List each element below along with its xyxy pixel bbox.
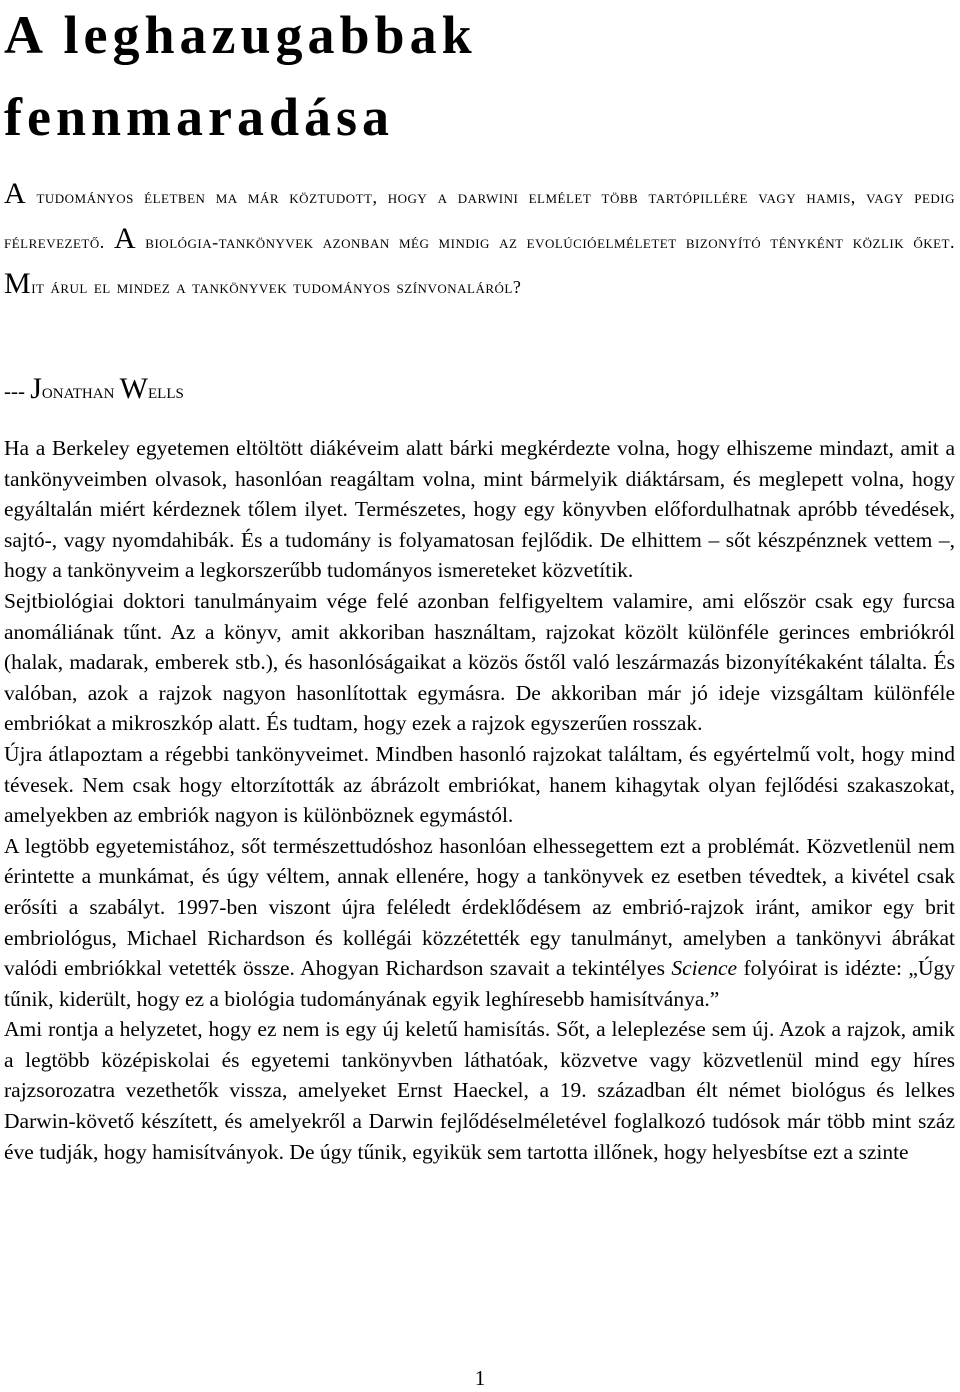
- article-title-line-1: A leghazugabbak: [4, 5, 477, 65]
- article-body: [4, 433, 955, 1167]
- article-title: [4, 0, 944, 158]
- page-number: 1: [474, 1366, 486, 1390]
- journal-name: Science: [671, 956, 738, 981]
- body-paragraph-2: Sejtbiológiai doktori tanulmányaim vége felé azonban felfigyeltem valamire, ami először csak egy furcsa anomáliának tűnt. Az a könyv, amit akkoriban használtam, rajzokat közölt különféle gerinces embriókról (halak, madarak, emberek stb.), és hasonlóságaikat a közös őstől való leszármazás bizonyítékaként tálalta. És valóban, azok a rajzok nagyon hasonlítottak egymásra. De akkoriban már jó ideje vizsgáltam különféle embriókat a mikroszkóp alatt. És tudtam, hogy ezek a rajzok egyszerűen rosszak.: [4, 588, 955, 736]
- author-dashes: ---: [4, 379, 31, 403]
- body-paragraph-3: Újra átlapoztam a régebbi tankönyveimet. Mindben hasonló rajzokat találtam, és egyértelmű volt, hogy mind tévesek. Nem csak hogy eltorzították az ábrázolt embriókat, hanem kihagytak olyan fejlődési szakaszokat, amelyekben az embriók nagyon is különböznek egymástól.: [4, 741, 955, 828]
- body-paragraph-5: Ami rontja a helyzetet, hogy ez nem is egy új keletű hamisítás. Sőt, a leleplezése sem új. Azok a rajzok, amik a legtöbb középiskolai és egyetemi tankönyvben láthatóak, közvetve vagy közvetlenül mind egy híres rajzsorozatra vezethetők vissza, amelyeket Ernst Haeckel, a 19. században élt német biológus és lelkes Darwin-követő készített, és amelyekről a Darwin fejlődéselméletével foglalkozó tudósok már több mint száz éve tudják, hogy hamisítványok. De úgy tűnik, egyikük sem tartotta illőnek, hogy helyesbítse ezt a szinte: [4, 1017, 955, 1164]
- lead-sentence-3: it árul el mindez a tankönyvek tudományos színvonaláról?: [31, 277, 522, 297]
- author-last-name: ells: [148, 379, 184, 403]
- body-paragraph-4-part-a: A legtöbb egyetemistához, sőt természettudóshoz hasonlóan elhessegettem ezt a problémát. Közvetlenül nem érintette a munkámat, és úgy véltem, annak ellenére, hogy a tankönyvek ez esetben tévedtek, a kivétel csak erősíti a szabályt. 1997-ben viszont újra feléledt érdeklődésem az embrió-rajzok iránt, amikor egy brit embriológus, Michael Richardson és kollégái közzétették egy tanulmányt, amelyben a tankönyvi ábrákat valódi embriókkal vetették össze. Ahogyan Richardson szavait a tekintélyes: [4, 833, 955, 981]
- author-first-initial: J: [30, 372, 42, 405]
- article-title-line-2: fennmaradása: [4, 87, 395, 147]
- author-last-initial: W: [119, 372, 148, 405]
- author-first-name: onathan: [41, 379, 120, 403]
- lead-sentence-2: biológia-tankönyvek azonban még mindig az evolúcióelméletet bizonyító tényként közlik őket.: [136, 232, 955, 252]
- lead-sentence-1: tudományos életben ma már köztudott, hogy a darwini elmélet több tartópillére vagy hamis, vagy pedig félrevezető.: [4, 187, 955, 252]
- body-paragraph-4-part-b: folyóirat is idézte: „Úgy tűnik, kiderült, hogy ez a biológia tudományának egyik leghíresebb hamisítványa.”: [4, 956, 955, 1011]
- lead-initial-2: A: [113, 222, 137, 255]
- lead-initial-1: A: [4, 177, 27, 210]
- lead-paragraph: [4, 173, 955, 308]
- body-paragraph-4: [4, 831, 955, 1015]
- body-paragraph-1: Ha a Berkeley egyetemen eltöltött diákéveim alatt bárki megkérdezte volna, hogy elhiszeme mindazt, amit a tankönyveimben olvasok, hasonlóan reagáltam volna, mint bármelyik diáktársam, és meglepett volna, hogy egyáltalán miért kérdeznek tőlem ilyet. Természetes, hogy egy könyvben előfordulhatnak apróbb tévedések, sajtó-, vagy nyomdahibák. És a tudomány is folyamatosan fejlődik. De elhittem – sőt készpénznek vettem –, hogy a tankönyveim a legkorszerűbb tudományos ismereteket közvetítik.: [4, 436, 955, 583]
- author-byline: [4, 364, 184, 416]
- lead-initial-3: M: [4, 267, 32, 300]
